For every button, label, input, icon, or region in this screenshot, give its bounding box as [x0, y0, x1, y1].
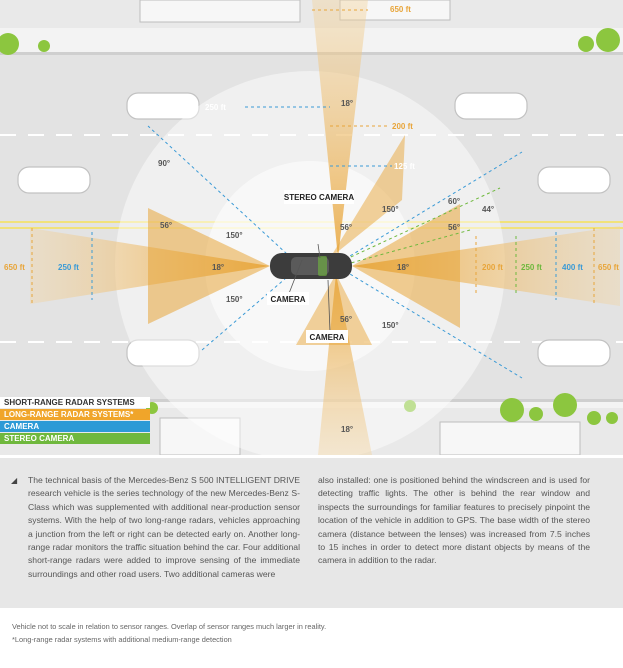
building-top-1	[140, 0, 300, 22]
tree	[587, 411, 601, 425]
distance-650-right: 650 ft	[598, 263, 619, 272]
stereo-camera-label: STEREO CAMERA	[283, 193, 355, 202]
angle-90: 90°	[158, 159, 171, 168]
windscreen-camera	[318, 256, 327, 276]
parked-car	[18, 167, 90, 193]
angle-56-bottom: 56°	[340, 315, 353, 324]
building-bottom-2	[440, 422, 580, 455]
angle-150-right-down: 150°	[382, 321, 399, 330]
distance-125-top: 125 ft	[394, 162, 415, 171]
tree	[596, 28, 620, 52]
distance-250-left: 250 ft	[58, 263, 79, 272]
tree	[529, 407, 543, 421]
legend-stereo-camera: STEREO CAMERA	[0, 433, 150, 444]
angle-44: 44°	[482, 205, 495, 214]
triangle-bullet-icon: ◢	[11, 476, 18, 485]
distance-200-top: 200 ft	[392, 122, 413, 131]
angle-56-center: 56°	[340, 223, 353, 232]
footnote-long-range: *Long-range radar systems with additional medium-range detection	[12, 635, 232, 644]
parked-car	[538, 340, 610, 366]
description-panel	[0, 458, 623, 608]
tree	[606, 412, 618, 424]
camera-rear-label: CAMERA	[270, 295, 306, 304]
angle-56-left: 56°	[160, 221, 173, 230]
distance-400-right: 400 ft	[562, 263, 583, 272]
angle-56-right: 56°	[448, 223, 461, 232]
angle-18-left: 18°	[212, 263, 225, 272]
distance-250-top: 250 ft	[205, 103, 226, 112]
legend-long-range-radar: LONG-RANGE RADAR SYSTEMS*	[0, 409, 150, 420]
distance-650-left: 650 ft	[4, 263, 25, 272]
camera-bottom-label: CAMERA	[309, 333, 345, 342]
angle-18-top: 18°	[341, 99, 354, 108]
footnote-scale: Vehicle not to scale in relation to sensor ranges. Overlap of sensor ranges much larger in reality.	[12, 622, 327, 631]
angle-150-left-up: 150°	[226, 231, 243, 240]
angle-60: 60°	[448, 197, 461, 206]
angle-150-right-up: 150°	[382, 205, 399, 214]
angle-150-left-down: 150°	[226, 295, 243, 304]
parked-car	[455, 93, 527, 119]
legend	[0, 397, 150, 445]
distance-650-top: 650 ft	[390, 5, 411, 14]
curb-top	[0, 52, 623, 55]
angle-18-right: 18°	[397, 263, 410, 272]
top-sidewalk	[0, 0, 623, 28]
description-column-1: The technical basis of the Mercedes-Benz S 500 INTELLIGENT DRIVE research vehicle is the series technology of the new Mercedes-Benz S-Class which was supplemented with additional near-production sensor systems. With the help of two long-range radars, vehicles approaching a junction from the left or right can be detected early on. Another long-range radar monitors the traffic situation behind the car. Four additional short-range radars were added to improve sensing of the immediate surroundings and other road users. Two additional cameras were	[28, 475, 300, 579]
tree	[500, 398, 524, 422]
legend-short-range-radar: SHORT-RANGE RADAR SYSTEMS	[0, 397, 150, 408]
parked-car	[538, 167, 610, 193]
distance-250-right: 250 ft	[521, 263, 542, 272]
tree	[578, 36, 594, 52]
mercedes-car	[270, 253, 352, 279]
distance-200-right: 200 ft	[482, 263, 503, 272]
description-column-2: also installed: one is positioned behind the windscreen and is used for detecting traffic lights. The other is behind the rear window and inspects the surroundings for familiar features to precisely pinpoint the location of the vehicle in addition to GPS. The base width of the stereo camera (distance between the lenses) was increased from 7.5 inches to 15 inches in order to detect more distant objects by means of the camera in addition to the radar.	[318, 475, 590, 566]
tree	[553, 393, 577, 417]
footnotes	[12, 620, 612, 646]
angle-18-bottom: 18°	[341, 425, 354, 434]
tree	[38, 40, 50, 52]
legend-camera: CAMERA	[0, 421, 150, 432]
